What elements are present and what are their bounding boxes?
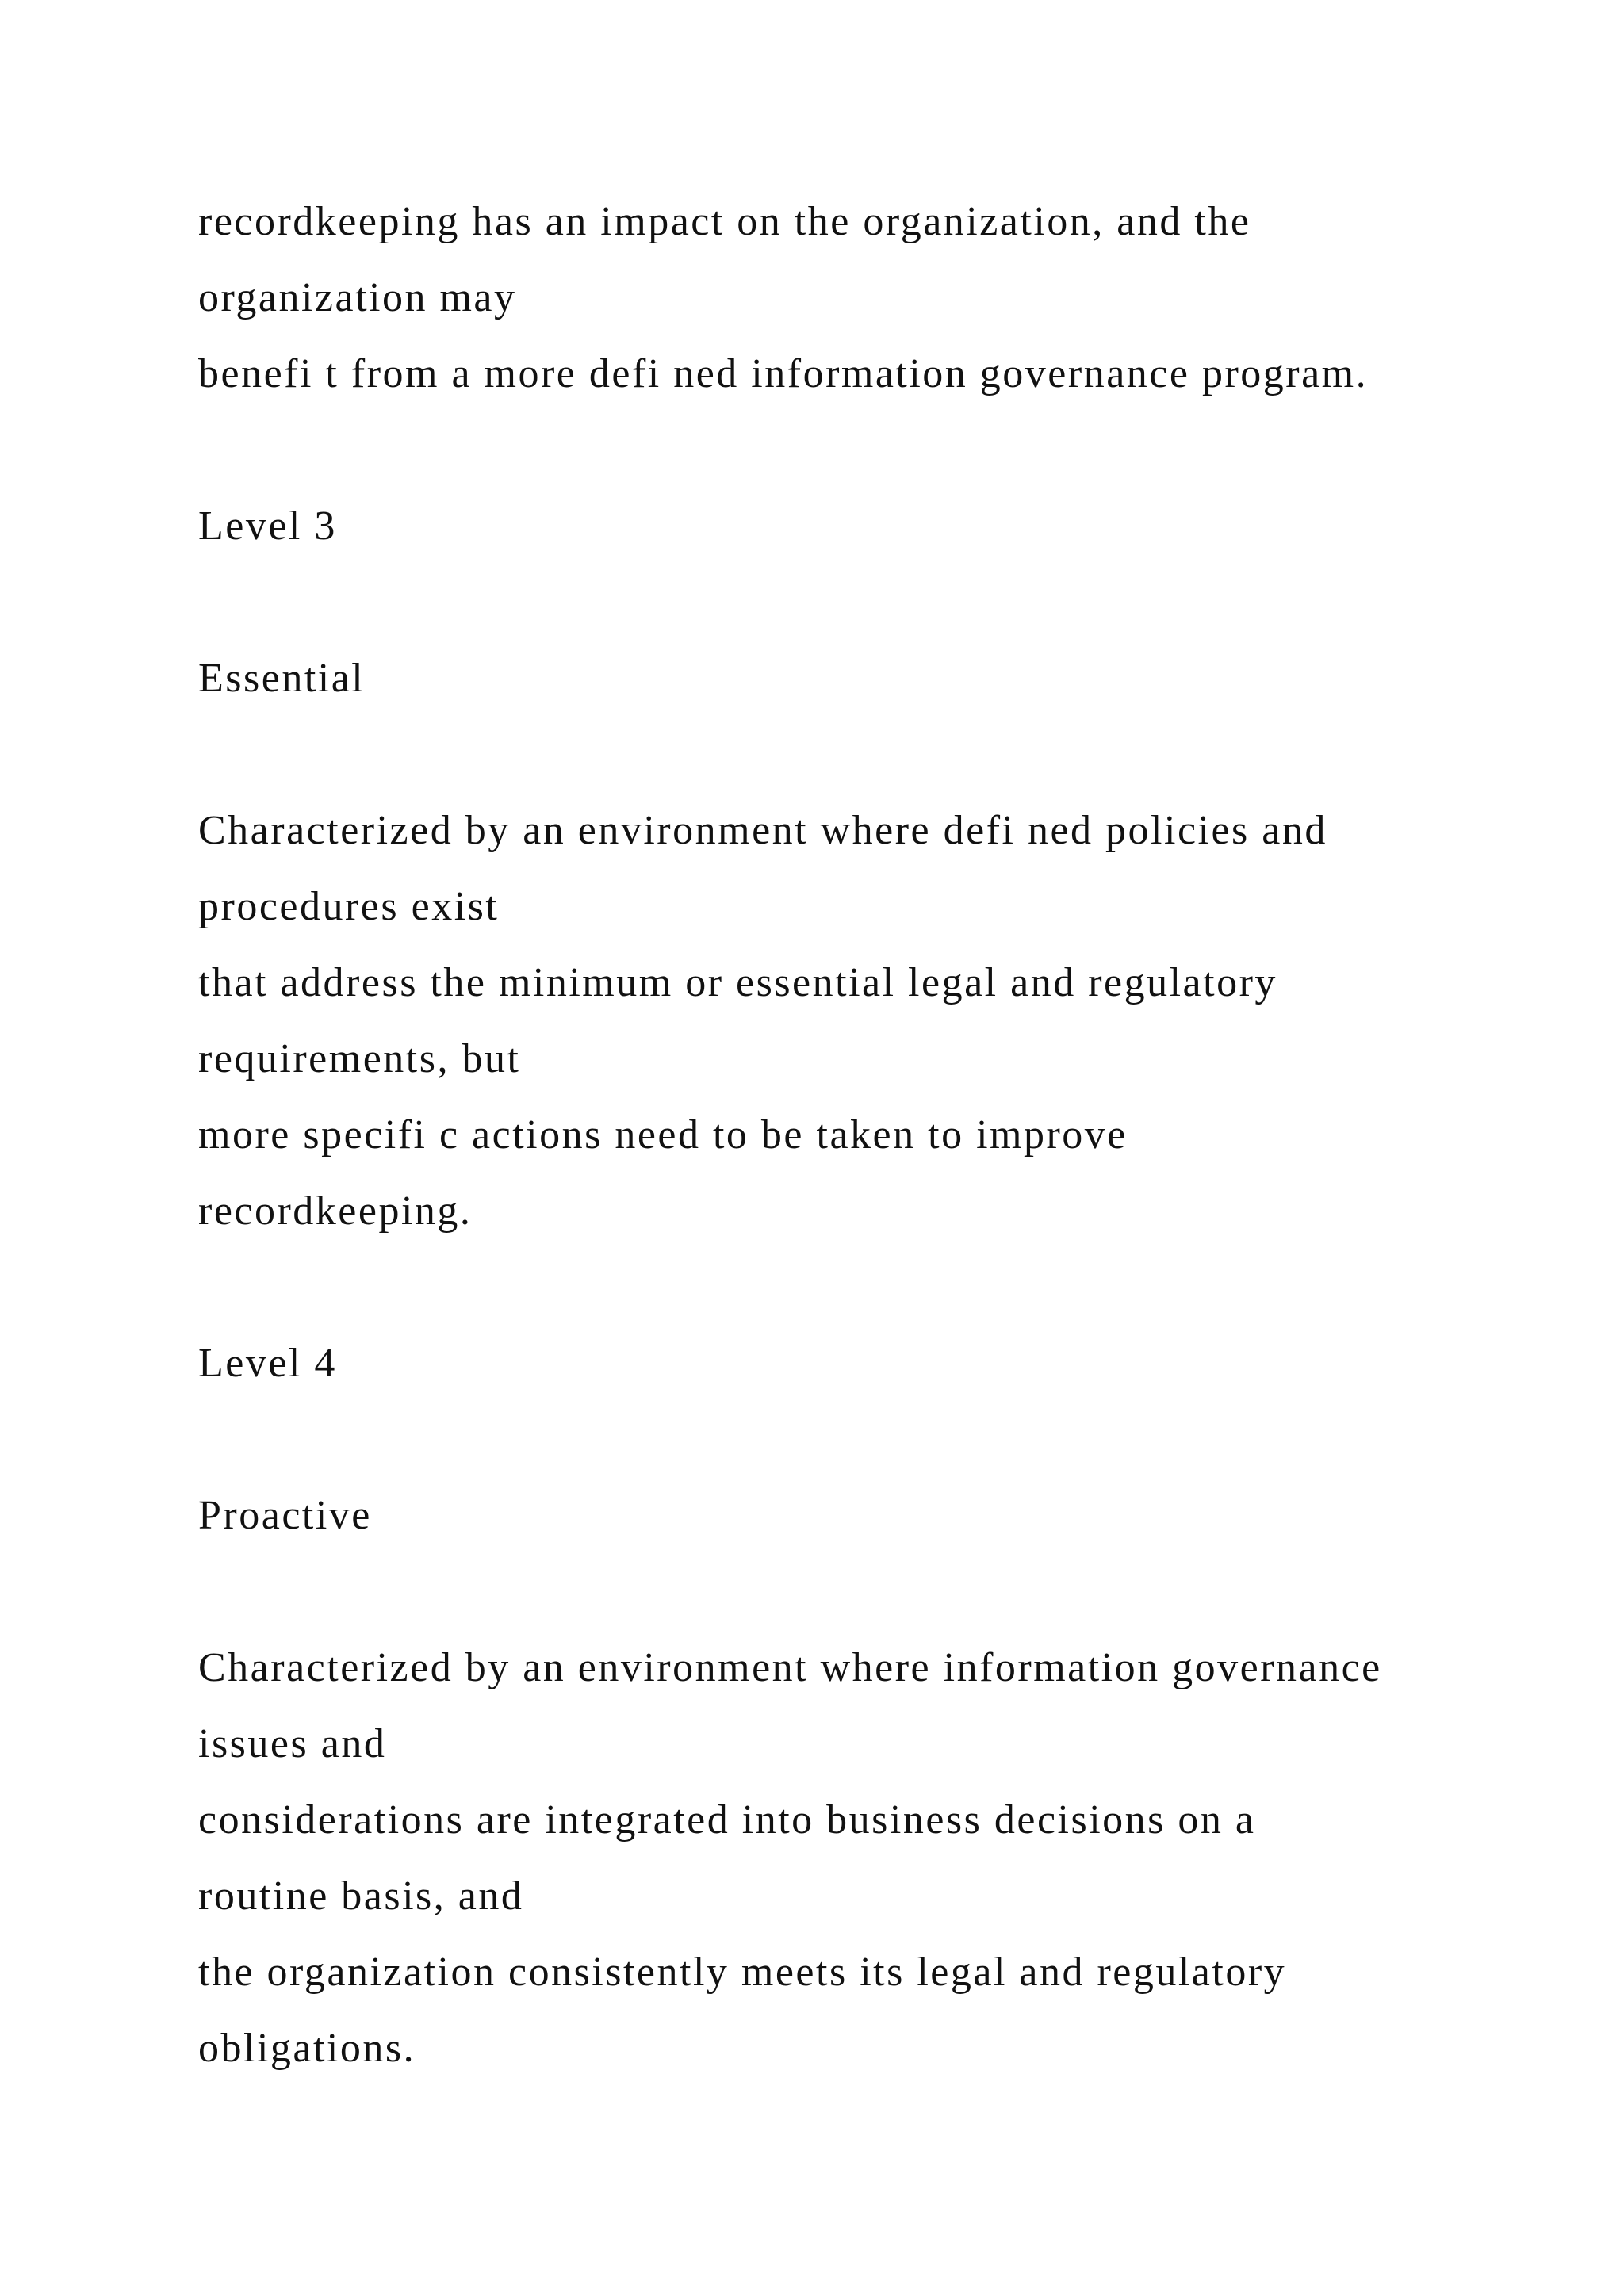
paragraph-gap [198,1249,1546,1326]
text-line: that address the minimum or essential legal and regulatory [198,960,1277,1005]
text-line: Characterized by an environment where information governance [198,1645,1382,1690]
text-line: Essential [198,656,366,701]
text-line: routine basis, and [198,1873,524,1919]
paragraph-intro [198,184,1546,412]
paragraph-gap [198,1554,1546,1630]
text-line: issues and [198,1721,387,1766]
level-4-heading [198,1326,1546,1402]
paragraph-gap [198,1402,1546,1478]
text-line: recordkeeping has an impact on the organization, and the [198,199,1251,244]
text-line: Level 4 [198,1341,337,1386]
text-line: Level 3 [198,503,337,549]
text-line: more specifi c actions need to be taken to improve [198,1112,1128,1158]
text-line: requirements, but [198,1036,521,1081]
text-line: Characterized by an environment where defi ned policies and [198,808,1327,853]
document-body [198,184,1546,2087]
text-line: procedures exist [198,884,500,929]
paragraph-gap [198,717,1546,793]
level-3-description [198,793,1546,1249]
level-3-name [198,641,1546,717]
text-line: Proactive [198,1493,372,1538]
level-3-heading [198,488,1546,564]
text-line: organization may [198,275,517,320]
level-4-name [198,1478,1546,1554]
text-line: the organization consistently meets its legal and regulatory [198,1950,1287,1995]
paragraph-gap [198,564,1546,641]
text-line: considerations are integrated into business decisions on a [198,1797,1256,1843]
text-line: obligations. [198,2026,416,2071]
text-line: benefi t from a more defi ned information governance program. [198,351,1369,396]
level-4-description [198,1630,1546,2087]
text-line: recordkeeping. [198,1188,473,1234]
paragraph-gap [198,412,1546,488]
